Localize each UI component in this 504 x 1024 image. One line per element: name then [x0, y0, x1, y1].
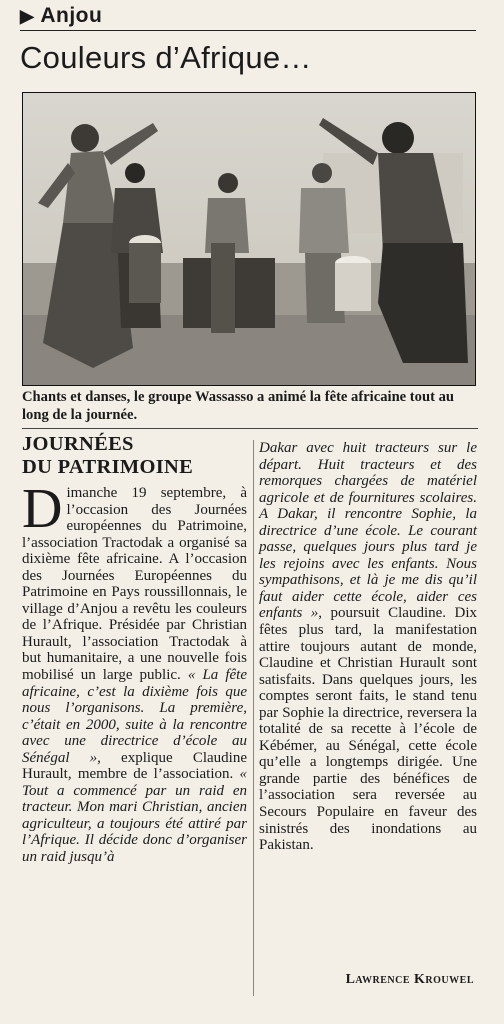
body-segment: « La fête africaine, c’est la dixième fois que nous l’organisons. La première, c’était en 2000, suite à la rencontre avec une directrice d’école au Sénégal »	[22, 667, 247, 766]
body-segment: imanche 19 septembre, à l’occasion des Journées européennes du Patrimoine, l’association Tractodak a organisé sa dixième fête africaine. A l’occasion des Journées Européennes du Patrimoine en Pays roussillonnais, le village d’Anjou a revêtu les couleurs de l’Afrique. Présidée par Christian Hurault, l’association Tractodak à but humanitaire, a une nouvelle fois mobilisé un large public.	[22, 485, 247, 684]
drop-cap: D	[22, 478, 63, 540]
play-arrow-icon: ▶	[20, 5, 35, 26]
article-body-left	[22, 478, 247, 866]
body-segment: , explique Claudine Hurault, membre de l’association.	[22, 749, 247, 783]
column-divider	[253, 440, 254, 996]
photo-caption: Chants et danses, le groupe Wassasso a animé la fête africaine tout au long de la journée.	[22, 389, 455, 423]
article-body-right	[259, 440, 477, 854]
headline: Couleurs d’Afrique…	[20, 40, 312, 75]
body-segment: « Tout a commencé par un raid en tracteur. Mon mari Christian, ancien agriculteur, a toujours été attiré par l’Afrique. Il décide donc d’organiser un raid jusqu’à	[22, 766, 247, 866]
body-segment: , poursuit Claudine. Dix fêtes plus tard, la manifestation attire toujours autant de monde, Claudine et Christian Hurault sont satisfaits. Dans quelques jours, les comptes seront faits, le stand tenu par Sophie la directrice, reversera la totalité de sa recette à l’école de Kébémer, au Sénégal, cette école qu’elle a longtemps dirigée. Une grande partie des bénéfices de l’association sera reversée au Secours Populaire en faveur des sinistrés des inondations au Pakistan.	[259, 605, 477, 854]
section-label: Anjou	[40, 4, 103, 27]
article-column-left	[22, 430, 247, 866]
article-column-right	[259, 440, 477, 854]
section-header	[20, 2, 102, 30]
body-segment: Dakar avec huit tracteurs sur le départ. Huit tracteurs et des remorques chargées de matériel agricole et de fournitures scolaires. A Dakar, il rencontre Sophie, la directrice d’une école. Le courant passe, quelques jours plus tard je les rejoins avec les enfants. Nous sympathisons, et là je me dis qu’il faut aider cette école, aider ces enfants »	[259, 440, 477, 622]
kicker	[22, 433, 247, 479]
kicker-line-2: DU PATRIMOINE	[22, 456, 194, 478]
article-photo	[22, 92, 476, 386]
byline: Lawrence Krouwel	[345, 972, 474, 987]
caption-rule	[22, 428, 478, 429]
kicker-line-1: JOURNÉES	[22, 433, 134, 455]
top-rule	[20, 30, 476, 31]
